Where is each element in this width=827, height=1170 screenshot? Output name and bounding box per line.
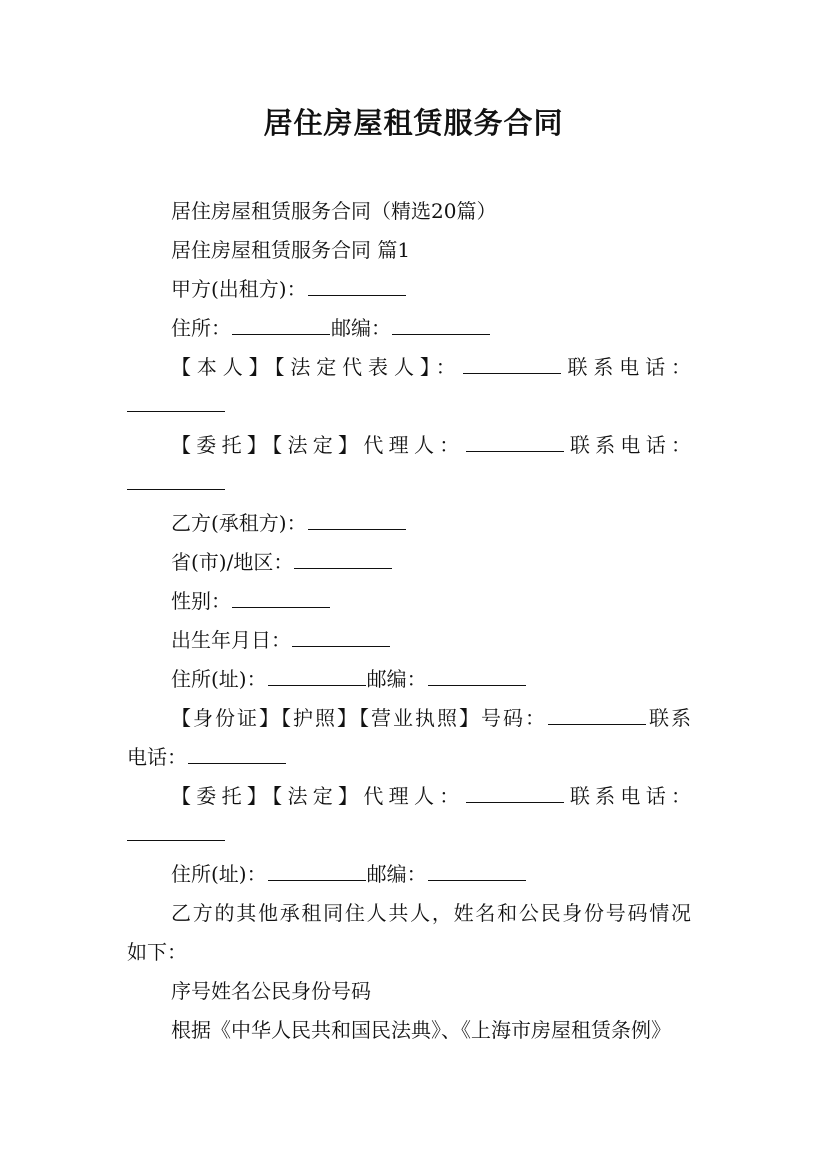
party-b-label: 乙方(承租方)： bbox=[171, 511, 307, 535]
postcode-label: 邮编： bbox=[366, 862, 427, 886]
continuation-line bbox=[127, 742, 287, 772]
agent-address-line bbox=[171, 859, 527, 889]
fill-blank bbox=[308, 511, 406, 530]
birthdate-label: 出生年月日： bbox=[171, 628, 291, 652]
cotenants-text: 乙方的其他承租同住人共人，姓名和公民身份号码情况 bbox=[171, 901, 691, 925]
postcode-label: 邮编： bbox=[331, 316, 391, 340]
subtitle-line bbox=[171, 196, 496, 226]
postcode-label: 邮编： bbox=[366, 667, 427, 691]
fill-blank bbox=[294, 550, 392, 569]
birthdate-line bbox=[171, 625, 391, 655]
contact-label: 联系 bbox=[647, 706, 691, 730]
id-number-line bbox=[171, 703, 691, 733]
gender-line bbox=[171, 586, 331, 616]
party-b-address-line bbox=[171, 664, 527, 694]
party-a-agent-line bbox=[171, 430, 691, 460]
fill-blank bbox=[268, 862, 366, 881]
agent-label: 【委托】【法定】代理人： bbox=[171, 433, 465, 457]
fill-blank bbox=[268, 667, 366, 686]
continuation-line bbox=[127, 820, 225, 841]
fill-blank bbox=[188, 745, 286, 764]
address-label: 住所： bbox=[171, 316, 231, 340]
phone-label: 联系电话： bbox=[564, 433, 692, 457]
phone-label: 电话： bbox=[127, 745, 187, 769]
fill-blank bbox=[392, 316, 490, 335]
phone-label: 联系电话： bbox=[564, 784, 692, 808]
continuation-line bbox=[127, 469, 225, 490]
region-label: 省(市)/地区： bbox=[171, 550, 294, 574]
region-line bbox=[171, 547, 393, 577]
party-b-line bbox=[171, 508, 407, 538]
party-a-representative-line bbox=[171, 352, 691, 382]
section-heading bbox=[171, 235, 410, 265]
agent-label: 【委托】【法定】代理人： bbox=[171, 784, 465, 808]
fill-blank bbox=[466, 784, 564, 803]
continuation-line bbox=[127, 391, 225, 412]
table-header-text: 序号姓名公民身份号码 bbox=[171, 979, 371, 1003]
party-a-address-line bbox=[171, 313, 491, 343]
fill-blank bbox=[232, 316, 330, 335]
fill-blank bbox=[292, 628, 390, 647]
fill-blank bbox=[232, 589, 330, 608]
fill-blank bbox=[548, 706, 646, 725]
party-b-agent-line bbox=[171, 781, 691, 811]
document-title: 居住房屋租赁服务合同 bbox=[263, 106, 564, 140]
gender-label: 性别： bbox=[171, 589, 231, 613]
address-label: 住所(址)： bbox=[171, 667, 267, 691]
legal-basis-line bbox=[171, 1015, 671, 1045]
cotenants-table-header bbox=[171, 976, 371, 1006]
subtitle-text: 居住房屋租赁服务合同（精选20篇） bbox=[171, 199, 497, 223]
fill-blank bbox=[127, 469, 225, 490]
address-label: 住所(址)： bbox=[171, 862, 267, 886]
cotenants-text-cont: 如下： bbox=[127, 940, 187, 964]
fill-blank bbox=[463, 355, 561, 374]
fill-blank bbox=[308, 277, 406, 296]
party-a-label: 甲方(出租方)： bbox=[171, 277, 307, 301]
section-heading-text: 居住房屋租赁服务合同 篇1 bbox=[171, 238, 411, 262]
fill-blank bbox=[466, 433, 564, 452]
id-number-label: 【身份证】【护照】【营业执照】号码： bbox=[171, 706, 547, 730]
cotenants-line bbox=[171, 898, 691, 928]
phone-label: 联系电话： bbox=[561, 355, 692, 379]
party-a-line bbox=[171, 274, 407, 304]
fill-blank bbox=[127, 391, 225, 412]
representative-label: 【本人】【法定代表人】： bbox=[171, 355, 462, 379]
fill-blank bbox=[428, 862, 526, 881]
fill-blank bbox=[127, 820, 225, 841]
fill-blank bbox=[428, 667, 526, 686]
continuation-line bbox=[127, 937, 187, 967]
legal-basis-text: 根据《中华人民共和国民法典》、《上海市房屋租赁条例》 bbox=[171, 1018, 671, 1042]
